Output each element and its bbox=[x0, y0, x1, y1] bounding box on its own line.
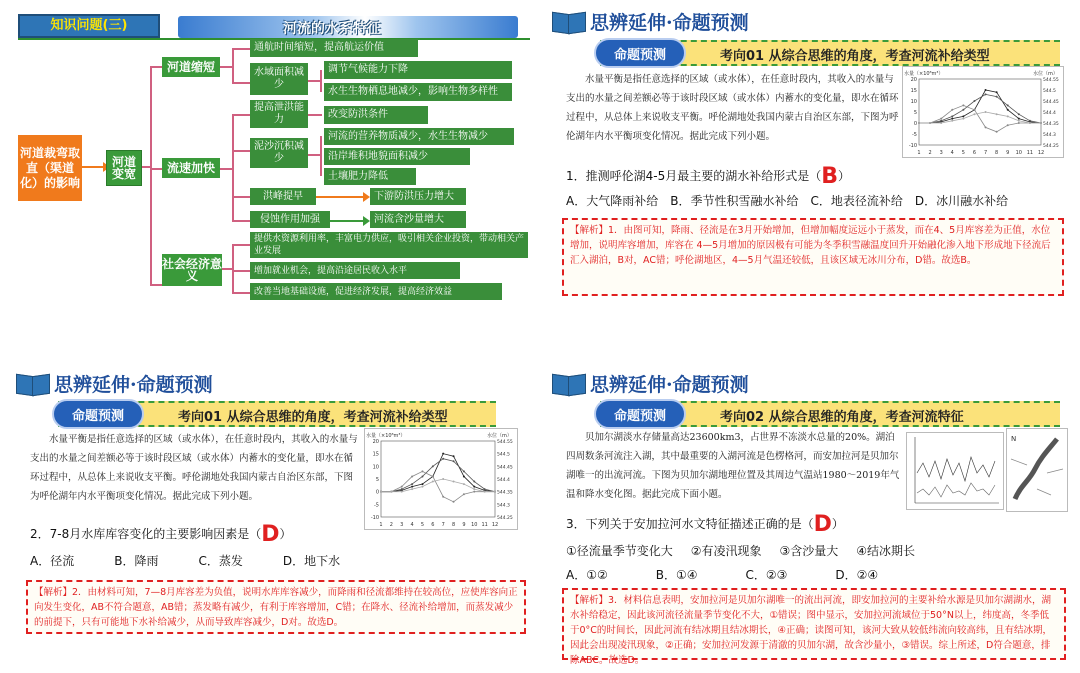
x-tick-label: 7 bbox=[441, 522, 445, 528]
answer-2: D bbox=[261, 522, 280, 547]
mindmap-badge: 知识问题(三) bbox=[18, 14, 160, 38]
options-1 bbox=[566, 192, 1008, 209]
connector bbox=[220, 168, 232, 170]
x-tick-label: 9 bbox=[1006, 150, 1010, 156]
x-tick-label: 3 bbox=[400, 522, 404, 528]
choice: ③含沙量大 bbox=[779, 544, 839, 558]
series-point bbox=[985, 89, 987, 91]
series-point bbox=[996, 96, 998, 98]
series-point bbox=[442, 478, 444, 480]
option: C．蒸发 bbox=[198, 554, 243, 568]
y-tick-label: 5 bbox=[913, 110, 917, 116]
series-point bbox=[442, 496, 444, 498]
option: A．径流 bbox=[30, 554, 75, 568]
connector bbox=[232, 220, 250, 222]
series-point bbox=[985, 126, 987, 128]
series-point bbox=[962, 109, 964, 111]
series-point bbox=[962, 115, 964, 117]
y-axis-left-label: 水量（×10⁸m³） bbox=[366, 433, 406, 439]
connector bbox=[232, 48, 250, 50]
series-point bbox=[380, 491, 382, 493]
connector-arrow bbox=[316, 196, 364, 198]
chart-svg bbox=[903, 67, 1063, 157]
connector bbox=[320, 70, 322, 92]
chart-svg bbox=[365, 429, 517, 529]
branch-flow-faster: 流速加快 bbox=[162, 158, 220, 178]
y-tick-label: -5 bbox=[912, 132, 917, 138]
series-point bbox=[463, 483, 465, 485]
series-point bbox=[996, 131, 998, 133]
choice: ①径流量季节变化大 bbox=[566, 544, 673, 558]
y-tick-label: -10 bbox=[370, 515, 379, 521]
choice: ④结冰期长 bbox=[856, 544, 916, 558]
connector bbox=[232, 292, 250, 294]
mindmap-title: 河流的水系特征 bbox=[283, 21, 381, 37]
series-point bbox=[411, 483, 413, 485]
choice: ②有凌汛现象 bbox=[690, 544, 762, 558]
leaf-node: 通航时间缩短，提高航运价值 bbox=[250, 39, 418, 57]
series-point bbox=[453, 455, 455, 457]
options-3 bbox=[566, 566, 878, 583]
topic-bar bbox=[58, 401, 496, 427]
series-point bbox=[421, 475, 423, 477]
series-point bbox=[411, 488, 413, 490]
option: D．②④ bbox=[835, 568, 879, 582]
x-tick-label: 9 bbox=[462, 522, 466, 528]
x-tick-label: 7 bbox=[983, 150, 988, 156]
series-point bbox=[473, 481, 475, 483]
series-point bbox=[442, 453, 444, 455]
question-1: 1．推测呼伦湖4-5月最主要的湖水补给形式是（B） bbox=[566, 164, 851, 189]
leaf-node: 增加就业机会，提高沿途居民收入水平 bbox=[250, 262, 460, 279]
x-tick-label: 10 bbox=[471, 522, 478, 528]
y-axis-left-label: 水量（×10⁸m³） bbox=[904, 71, 944, 77]
x-tick-label: 4 bbox=[410, 522, 414, 528]
section-title-text: 思辨延伸·命题预测 bbox=[590, 12, 749, 34]
leaf-node: 土壤肥力降低 bbox=[324, 168, 416, 185]
x-tick-label: 1 bbox=[379, 522, 383, 528]
topic-pill: 命题预测 bbox=[594, 399, 686, 429]
x-tick-label: 12 bbox=[491, 522, 499, 528]
connector bbox=[222, 268, 232, 270]
series-point bbox=[1007, 104, 1009, 106]
option: A．大气降雨补给 bbox=[566, 194, 659, 208]
series-point bbox=[985, 93, 987, 95]
leaf-node: 河流的营养物质减少，水生生物减少 bbox=[324, 128, 514, 145]
connector bbox=[232, 114, 234, 220]
answer-3: D bbox=[813, 512, 832, 537]
y-axis-right-label: 水位（m） bbox=[487, 433, 512, 439]
series-point bbox=[421, 483, 423, 485]
series-point bbox=[421, 486, 423, 488]
series-point bbox=[453, 481, 455, 483]
connector bbox=[232, 114, 250, 116]
y-tick-label: 20 bbox=[372, 439, 379, 445]
series-point bbox=[940, 122, 942, 124]
x-tick-label: 11 bbox=[481, 522, 488, 528]
y-tick-label: 15 bbox=[910, 88, 917, 94]
x-tick-label: 1 bbox=[917, 150, 921, 156]
topic-pill: 命题预测 bbox=[52, 399, 144, 429]
series-point bbox=[494, 491, 496, 493]
series-point bbox=[951, 115, 953, 117]
plot-frame bbox=[381, 441, 495, 517]
book-icon bbox=[552, 373, 586, 395]
topic-text: 考向02 从综合思维的角度，考查河流特征 bbox=[720, 410, 964, 425]
y-right-tick-label: 544.35 bbox=[1043, 122, 1059, 127]
series-point bbox=[1029, 122, 1031, 124]
series-point bbox=[411, 475, 413, 477]
x-tick-label: 8 bbox=[995, 150, 999, 156]
connector bbox=[232, 48, 234, 82]
series-point bbox=[473, 491, 475, 493]
explanation-3: 【解析】3．材料信息表明，安加拉河是贝加尔湖唯一的流出河流，即安加拉河的主要补给水源是贝加尔湖湖水，湖水补给稳定，因此该河流径流量季节变化不大，①错误；图中显示，安加拉河流域位于50°N以上，纬度高，冬季低于0°C的时间长，因此河流有结冰期且结冰期长，④正确；读图可知，该河大致从较低纬流向较高纬，且有结冰期，因此会出现凌汛现象，②正确；安加拉河发源于清澈的贝加尔湖，故含沙量小，③错误。综上所述，D符合题意，排除ABC。故选D。 bbox=[562, 588, 1066, 660]
series-point bbox=[985, 111, 987, 113]
y-right-tick-label: 544.45 bbox=[1043, 100, 1059, 105]
series-point bbox=[973, 113, 975, 115]
series-point bbox=[1018, 122, 1020, 124]
branch-flood-peak: 洪峰提早 bbox=[250, 188, 316, 205]
connector bbox=[232, 270, 250, 272]
y-right-tick-label: 544.4 bbox=[1043, 111, 1056, 116]
x-tick-label: 12 bbox=[1037, 150, 1045, 156]
options-2 bbox=[30, 552, 340, 569]
connector bbox=[308, 114, 322, 116]
north-arrow-icon: N bbox=[1011, 435, 1017, 443]
question-3: 3．下列关于安加拉河水文特征描述正确的是（D） bbox=[566, 512, 844, 537]
series-point bbox=[421, 470, 423, 472]
series-point bbox=[484, 488, 486, 490]
y-right-tick-label: 544.5 bbox=[1043, 89, 1056, 94]
passage: 水量平衡是指任意选择的区域（或水体），在任意时段内，其收入的水量与支出的水量之间差额必等于该时段区域（或水体）内蓄水的变化量，即水在循环过程中，从总体上来说收支平衡。呼伦湖地处我国内蒙古自治区东部，下图为呼伦湖年内水平衡项变化情况。据此完成下列小题。 bbox=[566, 74, 899, 142]
x-tick-label: 6 bbox=[431, 522, 435, 528]
section-title-text: 思辨延伸·命题预测 bbox=[54, 374, 213, 396]
option: B．降雨 bbox=[114, 554, 159, 568]
baikal-climate-chart bbox=[906, 432, 1004, 510]
option: D．地下水 bbox=[282, 554, 341, 568]
y-tick-label: 10 bbox=[910, 99, 917, 105]
series-point bbox=[432, 475, 434, 477]
passage: 水量平衡是指任意选择的区域（或水体），在任意时段内，其收入的水量与支出的水量之间差额必等于该时段区域（或水体）内蓄水的变化量，即水在循环过程中，从总体上来说收支平衡。呼伦湖地处我国内蒙古自治区东部，下图为呼伦湖年内水平衡项变化情况。据此完成下列小题。 bbox=[30, 434, 358, 502]
series-point bbox=[951, 118, 953, 120]
x-tick-label: 2 bbox=[928, 150, 932, 156]
y-right-tick-label: 544.25 bbox=[497, 516, 513, 521]
water-balance-chart bbox=[902, 66, 1064, 158]
y-tick-label: 20 bbox=[910, 77, 917, 83]
series-point bbox=[996, 91, 998, 93]
x-tick-label: 6 bbox=[972, 150, 977, 156]
series-point bbox=[411, 486, 413, 488]
series-point bbox=[453, 460, 455, 462]
series-point bbox=[473, 486, 475, 488]
connector bbox=[232, 150, 250, 152]
book-icon bbox=[552, 11, 586, 33]
y-right-tick-label: 544.5 bbox=[497, 452, 510, 458]
series-point bbox=[929, 122, 931, 124]
root-arrow bbox=[82, 166, 104, 168]
connector bbox=[320, 136, 322, 176]
y-axis-right-label: 水位（m） bbox=[1033, 71, 1058, 77]
x-tick-label: 10 bbox=[1015, 150, 1023, 156]
x-tick-label: 8 bbox=[451, 522, 456, 528]
connector bbox=[220, 66, 232, 68]
y-tick-label: -5 bbox=[374, 502, 379, 509]
series-point bbox=[463, 475, 465, 477]
y-tick-label: 0 bbox=[913, 121, 917, 127]
option: B．季节性积雪融水补给 bbox=[670, 194, 799, 208]
series-point bbox=[473, 488, 475, 490]
connector bbox=[150, 66, 162, 68]
branch-socioeconomic: 社会经济意义 bbox=[162, 254, 222, 286]
connector bbox=[232, 244, 234, 292]
leaf-node: 改变防洪条件 bbox=[324, 106, 428, 124]
series-point bbox=[1007, 115, 1009, 117]
y-tick-label: 5 bbox=[375, 477, 379, 483]
connector-arrow bbox=[330, 220, 364, 222]
x-tick-label: 3 bbox=[939, 150, 943, 156]
baikal-map bbox=[1006, 428, 1068, 512]
mindmap-header bbox=[18, 14, 530, 40]
option: C．②③ bbox=[745, 568, 788, 582]
plot-frame bbox=[919, 79, 1041, 145]
leaf-node: 改善当地基础设施，促进经济发展，提高经济效益 bbox=[250, 283, 502, 300]
mindmap-mid-node: 河道变宽 bbox=[106, 150, 142, 186]
option: C．地表径流补给 bbox=[810, 194, 903, 208]
series-point bbox=[951, 120, 953, 122]
y-tick-label: -10 bbox=[908, 143, 917, 149]
map-svg bbox=[1007, 429, 1067, 511]
series-point bbox=[401, 486, 403, 488]
water-balance-chart bbox=[364, 428, 518, 530]
explanation-1: 【解析】1．由图可知，降雨、径流是在3月开始增加，但增加幅度远远小于蒸发，而在4、5月库容差为正值，水位增加，说明库容增加，库容在 4—5月增加的原因极有可能为冬季积雪融温度回升开始融化渗入地下形成地下径流后汇入湖泊，B对，AC错；呼伦湖地区，4—5月气温还较低，且该区域无冰川分布，D错。故选B。 bbox=[562, 218, 1064, 296]
series-point bbox=[1018, 120, 1020, 122]
choices-3 bbox=[566, 542, 915, 559]
connector bbox=[232, 196, 250, 198]
section-title bbox=[552, 370, 749, 397]
x-tick-label: 11 bbox=[1026, 150, 1034, 156]
topic-text: 考向01 从综合思维的角度，考查河流补给类型 bbox=[720, 49, 990, 64]
branch-erosion: 侵蚀作用加强 bbox=[250, 211, 330, 228]
series-point bbox=[1029, 120, 1031, 122]
series-point bbox=[973, 100, 975, 102]
y-right-tick-label: 544.3 bbox=[497, 503, 510, 509]
climate-svg bbox=[907, 433, 1003, 509]
series-point bbox=[484, 491, 486, 493]
option: B．①④ bbox=[655, 568, 698, 582]
series-point bbox=[940, 118, 942, 120]
series-point bbox=[432, 481, 434, 483]
leaf-node: 河流含沙量增大 bbox=[370, 211, 466, 228]
series-point bbox=[463, 470, 465, 472]
connector bbox=[232, 82, 250, 84]
book-icon bbox=[16, 373, 50, 395]
x-tick-label: 5 bbox=[961, 150, 965, 156]
connector bbox=[232, 244, 250, 246]
section-title-text: 思辨延伸·命题预测 bbox=[590, 374, 749, 396]
leaf-node: 下游防洪压力增大 bbox=[370, 188, 466, 205]
y-right-tick-label: 544.3 bbox=[1043, 133, 1056, 138]
series-point bbox=[401, 491, 403, 493]
topic-text: 考向01 从综合思维的角度，考查河流补给类型 bbox=[178, 410, 448, 425]
series-point bbox=[1018, 118, 1020, 120]
x-tick-label: 5 bbox=[420, 522, 425, 528]
connector bbox=[150, 66, 152, 284]
series-point bbox=[962, 104, 964, 106]
series-point bbox=[401, 488, 403, 490]
topic-bar bbox=[600, 40, 1060, 66]
series-point bbox=[1018, 113, 1020, 115]
series-point bbox=[390, 491, 392, 493]
x-tick-label: 2 bbox=[389, 522, 393, 528]
question-2: 2．7-8月水库库容变化的主要影响因素是（D） bbox=[30, 522, 292, 547]
x-tick-label: 4 bbox=[950, 150, 954, 156]
answer-1: B bbox=[821, 164, 839, 189]
series-point bbox=[1040, 122, 1042, 124]
y-right-tick-label: 544.25 bbox=[1043, 144, 1059, 149]
connector bbox=[150, 284, 162, 286]
series-line bbox=[381, 471, 495, 501]
branch-flood-discharge: 提高泄洪能力 bbox=[250, 100, 308, 128]
branch-water-area: 水域面积减少 bbox=[250, 63, 308, 95]
leaf-node: 提供水资源利用率，丰富电力供应，吸引相关企业投资，带动相关产业发展 bbox=[250, 232, 528, 258]
leaf-node: 水生生物栖息地减少，影响生物多样性 bbox=[324, 83, 512, 101]
y-tick-label: 10 bbox=[372, 464, 379, 471]
y-right-tick-label: 544.4 bbox=[497, 478, 510, 483]
series-point bbox=[1007, 109, 1009, 111]
series-line bbox=[919, 105, 1041, 131]
connector bbox=[150, 168, 162, 170]
section-title bbox=[16, 370, 213, 397]
series-point bbox=[962, 118, 964, 120]
y-right-tick-label: 544.45 bbox=[497, 465, 513, 471]
series-point bbox=[453, 501, 455, 503]
y-tick-label: 15 bbox=[372, 451, 379, 458]
topic-pill: 命题预测 bbox=[594, 38, 686, 68]
option: D．冰川融水补给 bbox=[914, 194, 1009, 208]
series-point bbox=[940, 120, 942, 122]
series-point bbox=[996, 113, 998, 115]
series-point bbox=[463, 493, 465, 495]
mindmap-root: 河道裁弯取直（渠道化）的影响 bbox=[18, 135, 82, 201]
leaf-node: 调节气候能力下降 bbox=[324, 61, 512, 79]
section-title bbox=[552, 8, 749, 35]
series-point bbox=[973, 109, 975, 111]
explanation-2: 【解析】2．由材料可知，7—8月库容差为负值，说明水库库容减少，而降雨和径流都维持在较高位，应使库容向正向发生变化，AB不符合题意，AB错；蒸发略有减少，有利于库容增加，C错；在降水、径流补给增加，而蒸发减少的前提下，只有可能地下水补给减少，从而导致库容减少，D对。故选D。 bbox=[26, 580, 526, 634]
series-point bbox=[918, 122, 920, 124]
series-point bbox=[442, 458, 444, 460]
y-right-tick-label: 544.55 bbox=[1043, 78, 1059, 83]
branch-river-shortened: 河道缩短 bbox=[162, 57, 220, 77]
leaf-node: 沿岸堆积地貌面积减少 bbox=[324, 148, 470, 165]
option: A．①② bbox=[566, 568, 608, 582]
y-right-tick-label: 544.35 bbox=[497, 490, 513, 496]
topic-bar bbox=[600, 401, 1060, 427]
y-tick-label: 0 bbox=[375, 489, 379, 496]
series-point bbox=[432, 465, 434, 467]
branch-sediment: 泥沙沉积减少 bbox=[250, 138, 308, 168]
y-right-tick-label: 544.55 bbox=[497, 440, 513, 445]
passage: 贝加尔湖淡水存储量高达23600km3，占世界不冻淡水总量的20%。湖泊四周数条河流注入湖，其中最重要的入湖河流是色楞格河，而安加拉河是贝加尔湖唯一的出流河流。下图为贝加尔湖地理位置及其周边气温站1980～2019年气温和降水变化图。据此完成下面小题。 bbox=[566, 432, 900, 500]
series-point bbox=[951, 109, 953, 111]
series-point bbox=[1007, 124, 1009, 126]
